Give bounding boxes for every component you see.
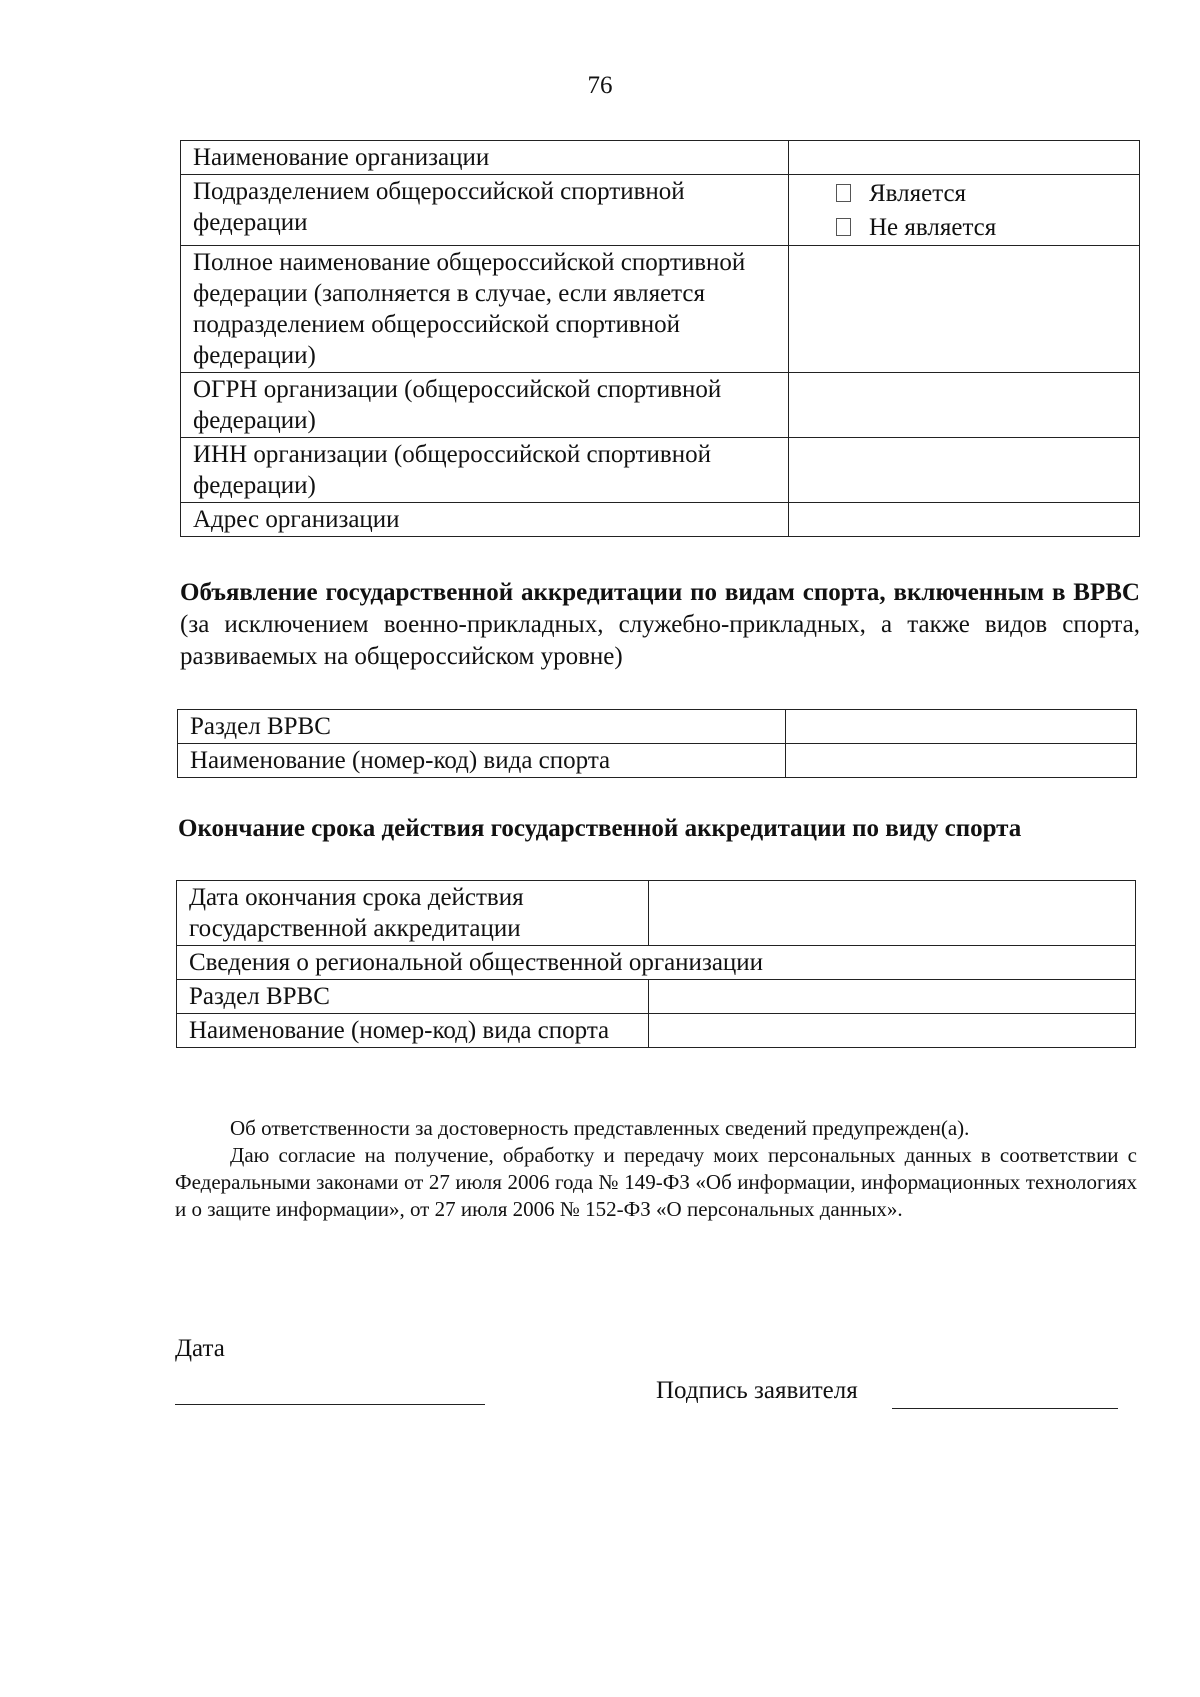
org-name-value-cell[interactable] <box>789 141 1140 175</box>
subdivision-options-cell <box>789 175 1140 246</box>
expiry-date-value-cell[interactable] <box>649 881 1136 946</box>
federation-full-name-label: Полное наименование общероссийской спортивной федерации (заполняется в случае, если является подразделением общероссийской спортивной федерации) <box>181 246 789 373</box>
sport-name-value-cell[interactable] <box>786 744 1137 778</box>
option-is-not-row[interactable] <box>801 210 1127 244</box>
section-value-cell[interactable] <box>786 710 1137 744</box>
signature-line[interactable] <box>892 1408 1118 1409</box>
section-label: Раздел ВРВС <box>178 710 786 744</box>
table-row <box>178 710 1137 744</box>
option-is-label: Является <box>869 179 967 207</box>
agreement-text: Даю согласие на получение, обработку и передачу моих персональных данных в соответствии с Федеральными законами от 27 июля 2006 года № 149-ФЗ «Об информации, информационных технологиях и о защите информации», от 27 июля 2006 № 152-ФЗ «О персональных данных». <box>175 1143 1137 1221</box>
announcement-heading-bold: Объявление государственной аккредитации по видам спорта, включенным в ВРВС <box>180 579 1140 606</box>
table-row <box>177 1014 1136 1048</box>
announcement-table <box>177 709 1137 778</box>
table-row <box>181 438 1140 503</box>
table-row <box>181 141 1140 175</box>
regional-org-label: Сведения о региональной общественной организации <box>177 946 1136 980</box>
date-label: Дата <box>175 1335 225 1362</box>
inn-value-cell[interactable] <box>789 438 1140 503</box>
signature-label: Подпись заявителя <box>656 1377 858 1404</box>
table-row <box>181 503 1140 537</box>
option-is-row[interactable] <box>801 176 1127 210</box>
responsibility-text: Об ответственности за достоверность представленных сведений предупрежден(а). <box>230 1116 970 1140</box>
expiry-section-label: Раздел ВРВС <box>177 980 649 1014</box>
table-row <box>181 373 1140 438</box>
table-row <box>178 744 1137 778</box>
address-label: Адрес организации <box>181 503 789 537</box>
table-row <box>181 246 1140 373</box>
checkbox-is[interactable] <box>836 184 851 202</box>
table-row <box>181 175 1140 246</box>
expiry-table <box>176 880 1136 1048</box>
page-number: 76 <box>587 72 613 99</box>
federation-full-name-value-cell[interactable] <box>789 246 1140 373</box>
expiry-section-value-cell[interactable] <box>649 980 1136 1014</box>
address-value-cell[interactable] <box>789 503 1140 537</box>
table-row <box>177 881 1136 946</box>
ogrn-label: ОГРН организации (общероссийской спортивной федерации) <box>181 373 789 438</box>
table-row <box>177 946 1136 980</box>
consent-block <box>175 1115 1137 1223</box>
expiry-sport-name-value-cell[interactable] <box>649 1014 1136 1048</box>
expiry-date-label: Дата окончания срока действия государственной аккредитации <box>177 881 649 946</box>
sport-name-label: Наименование (номер-код) вида спорта <box>178 744 786 778</box>
inn-label: ИНН организации (общероссийской спортивной федерации) <box>181 438 789 503</box>
org-name-label: Наименование организации <box>181 141 789 175</box>
ogrn-value-cell[interactable] <box>789 373 1140 438</box>
subdivision-label: Подразделением общероссийской спортивной федерации <box>181 175 789 246</box>
table-row <box>177 980 1136 1014</box>
announcement-heading-normal: (за исключением военно-прикладных, служебно-прикладных, а также видов спорта, развиваемых на общероссийском уровне) <box>180 611 1140 670</box>
expiry-heading: Окончание срока действия государственной аккредитации по виду спорта <box>178 815 1022 842</box>
option-is-not-label: Не является <box>869 213 997 241</box>
expiry-sport-name-label: Наименование (номер-код) вида спорта <box>177 1014 649 1048</box>
organization-table <box>180 140 1140 537</box>
announcement-heading <box>180 577 1140 673</box>
date-line[interactable] <box>175 1404 485 1405</box>
checkbox-is-not[interactable] <box>836 218 851 236</box>
